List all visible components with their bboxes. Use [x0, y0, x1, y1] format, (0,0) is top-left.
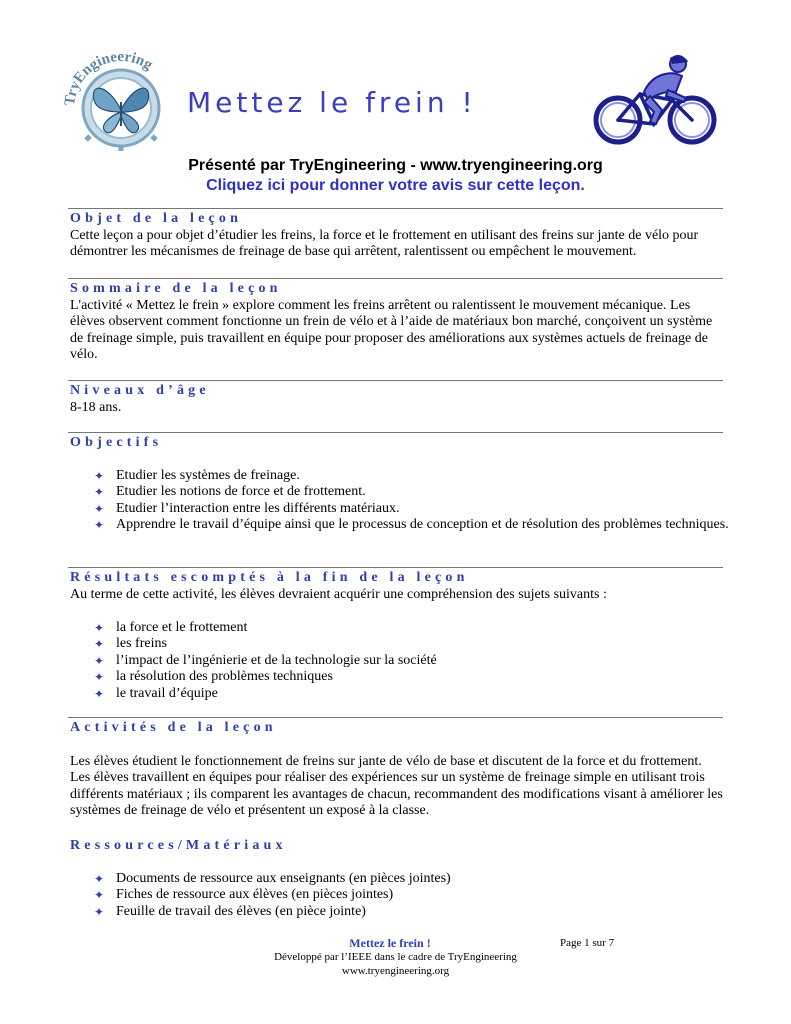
objectifs-list	[94, 468, 734, 534]
page-number: Page 1 sur 7	[560, 937, 615, 949]
section-divider	[68, 717, 723, 718]
objet-text: Cette leçon a pour objet d’étudier les freins, la force et le frottement en utilisant des freins sur jante de vélo pour démontrer les mécanismes de freinage de base qui arrêtent, ralentissent ou empêchent le mouvement.	[70, 228, 699, 260]
ressources-heading: Ressources/Matériaux	[70, 838, 287, 853]
list-item: ✦ les freins	[94, 636, 167, 652]
resultats-list	[94, 620, 734, 702]
section-divider	[68, 432, 723, 433]
section-divider	[68, 567, 723, 568]
tryengineering-logo	[60, 50, 182, 152]
sommaire-text: L'activité « Mettez le frein » explore comment les freins arrêtent ou ralentissent le mouvement mécanique. Les élèves observent comment fonctionne un frein de vélo et à l’aide de matériaux bon marché, conçoivent un système de freinage simple, puis travaillent en équipe pour proposer des améliorations aux systèmes actuels de freinage de vélo.	[70, 298, 713, 363]
footer-url: www.tryengineering.org	[341, 965, 450, 977]
sommaire-heading: Sommaire de la leçon	[70, 281, 282, 296]
star-bullet-icon: ✦	[94, 501, 105, 516]
star-bullet-icon: ✦	[94, 518, 105, 533]
footer-title: Mettez le frein !	[349, 936, 431, 950]
activites-heading: Activités de la leçon	[70, 720, 277, 735]
page-title: Mettez le frein !	[187, 86, 477, 119]
star-bullet-icon: ✦	[94, 904, 105, 919]
niveaux-text: 8-18 ans.	[70, 400, 122, 415]
ressources-list	[94, 871, 734, 920]
star-bullet-icon: ✦	[94, 686, 105, 701]
list-item: ✦ Documents de ressource aux enseignants (en pièces jointes)	[94, 871, 451, 886]
section-divider	[68, 380, 723, 381]
cyclist-illustration	[592, 52, 720, 152]
niveaux-heading: Niveaux d’âge	[70, 383, 210, 398]
butterfly-gear-logo-icon	[60, 50, 182, 152]
feedback-link[interactable]: Cliquez ici pour donner votre avis sur cette leçon.	[206, 177, 585, 194]
objet-heading: Objet de la leçon	[70, 211, 243, 226]
star-bullet-icon: ✦	[94, 653, 105, 668]
star-bullet-icon: ✦	[94, 469, 105, 483]
activites-text: Les élèves étudient le fonctionnement de freins sur jante de vélo de base et discutent de la force et du frottement. Les élèves travaillent en équipes pour réaliser des expériences sur un système de freinage simple en utilisant trois différents matériaux ; ils comparent les avantages de chacun, recommandent des modifications visant à améliorer les systèmes de freinage de vélo et présentent un exposé à la classe.	[70, 754, 723, 819]
list-item: ✦ Etudier les systèmes de freinage.	[94, 468, 300, 483]
cyclist-icon	[592, 52, 720, 152]
objectifs-heading: Objectifs	[70, 435, 163, 450]
section-divider	[68, 208, 723, 209]
star-bullet-icon: ✦	[94, 485, 105, 500]
section-divider	[68, 278, 723, 279]
logo-text: TryEngineering	[61, 50, 156, 107]
star-bullet-icon: ✦	[94, 670, 105, 685]
footer-developed-by: Développé par l’IEEE dans le cadre de TryEngineering	[274, 951, 517, 963]
list-item: ✦ le travail d’équipe	[94, 685, 218, 701]
presented-by: Présenté par TryEngineering - www.tryengineering.org	[188, 157, 603, 174]
list-item: ✦ Apprendre le travail d’équipe ainsi que le processus de conception et de résolution des problèmes techniques.	[94, 517, 729, 533]
list-item: ✦ Etudier l’interaction entre les différents matériaux.	[94, 500, 400, 516]
list-item: ✦ Fiches de ressource aux élèves (en pièces jointes)	[94, 887, 394, 903]
star-bullet-icon: ✦	[94, 637, 105, 652]
star-bullet-icon: ✦	[94, 888, 105, 903]
list-item: ✦ Feuille de travail des élèves (en pièce jointe)	[94, 903, 366, 919]
list-item: ✦ Etudier les notions de force et de frottement.	[94, 484, 366, 500]
list-item: ✦ la résolution des problèmes techniques	[94, 669, 333, 685]
star-bullet-icon: ✦	[94, 872, 105, 886]
list-item: ✦ la force et le frottement	[94, 620, 248, 635]
star-bullet-icon: ✦	[94, 621, 105, 635]
resultats-heading: Résultats escomptés à la fin de la leçon	[70, 570, 469, 585]
list-item: ✦ l’impact de l’ingénierie et de la technologie sur la société	[94, 652, 437, 668]
resultats-intro: Au terme de cette activité, les élèves devraient acquérir une compréhension des sujets suivants :	[70, 587, 607, 602]
